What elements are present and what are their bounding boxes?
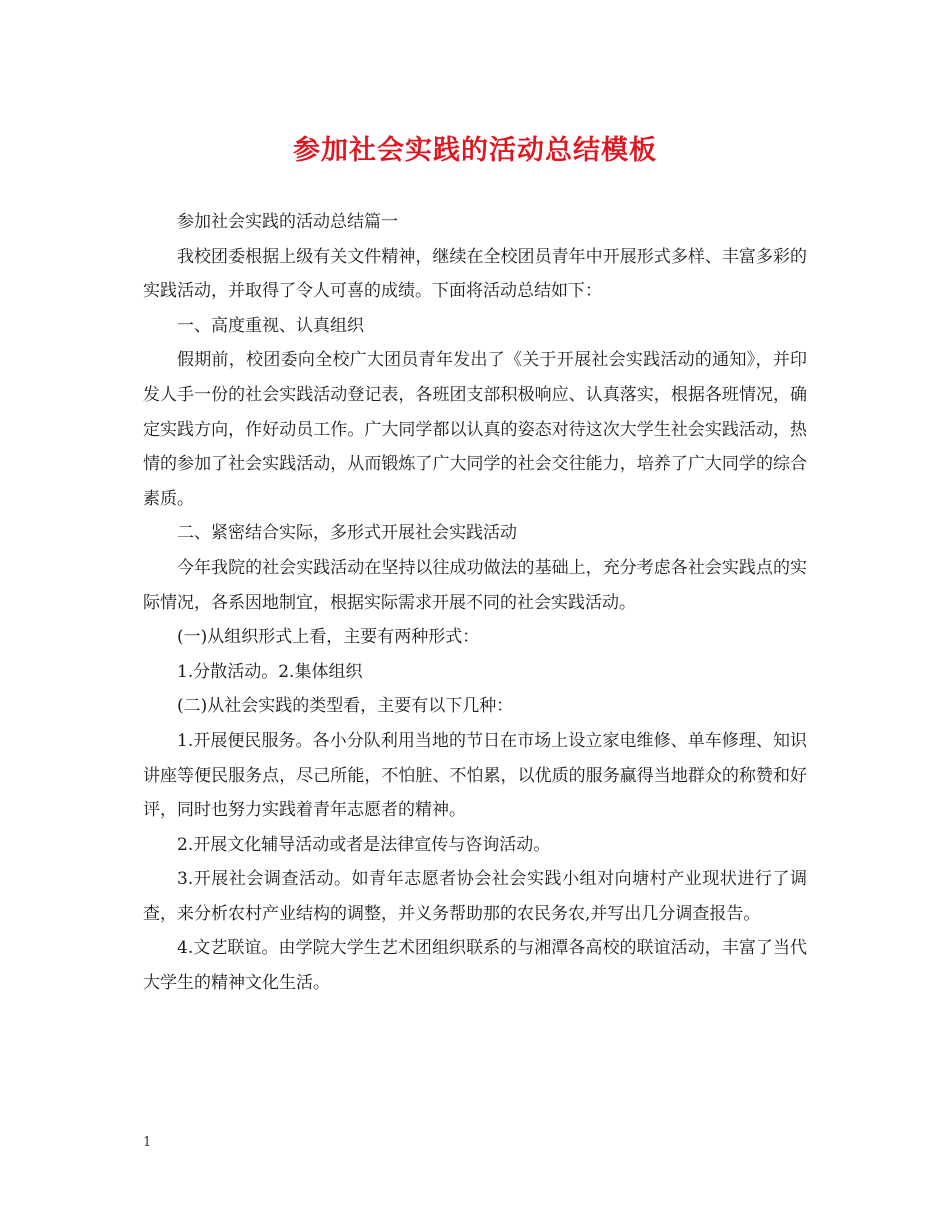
body-paragraph: 我校团委根据上级有关文件精神，继续在全校团员青年中开展形式多样、丰富多彩的实践活动，并取得了令人可喜的成绩。下面将活动总结如下：: [143, 246, 807, 302]
body-paragraph: 假期前，校团委向全校广大团员青年发出了《关于开展社会实践活动的通知》，并印发人手一份的社会实践活动登记表，各班团支部积极响应、认真落实，根据各班情况，确定实践方向，作好动员工作。广大同学都以认真的姿态对待这次大学生社会实践活动，热情的参加了社会实践活动，从而锻炼了广大同学的社会交往能力，培养了广大同学的综合素质。: [143, 350, 807, 509]
body-paragraph: 4.文艺联谊。由学院大学生艺术团组织联系的与湘潭各高校的联谊活动，丰富了当代大学生的精神文化生活。: [143, 938, 807, 994]
document-title: 参加社会实践的活动总结模板: [293, 135, 657, 166]
sub-heading: (一)从组织形式上看，主要有两种形式：: [177, 627, 480, 648]
page-number: 1: [143, 1135, 152, 1150]
body-paragraph: 2.开展文化辅导活动或者是法律宣传与咨询活动。: [177, 834, 551, 855]
section-heading: 一、高度重视、认真组织: [177, 315, 364, 336]
body-paragraph: 3.开展社会调查活动。如青年志愿者协会社会实践小组对向塘村产业现状进行了调查，来分析农村产业结构的调整，并义务帮助那的农民务农,并写出几分调查报告。: [143, 869, 807, 924]
body-paragraph: 1.开展便民服务。各小分队利用当地的节日在市场上设立家电维修、单车修理、知识讲座等便民服务点，尽己所能，不怕脏、不怕累，以优质的服务赢得当地群众的称赞和好评，同时也努力实践着青年志愿者的精神。: [143, 730, 807, 821]
body-paragraph: 1.分散活动。2.集体组织: [177, 661, 363, 682]
section-heading: 二、紧密结合实际，多形式开展社会实践活动: [177, 523, 517, 544]
document-body: [143, 205, 807, 1001]
sub-heading: (二)从社会实践的类型看，主要有以下几种：: [177, 696, 514, 717]
section-heading: 参加社会实践的活动总结篇一: [177, 212, 398, 232]
body-paragraph: 今年我院的社会实践活动在坚持以往成功做法的基础上，充分考虑各社会实践点的实际情况，各系因地制宜，根据实际需求开展不同的社会实践活动。: [143, 557, 807, 613]
